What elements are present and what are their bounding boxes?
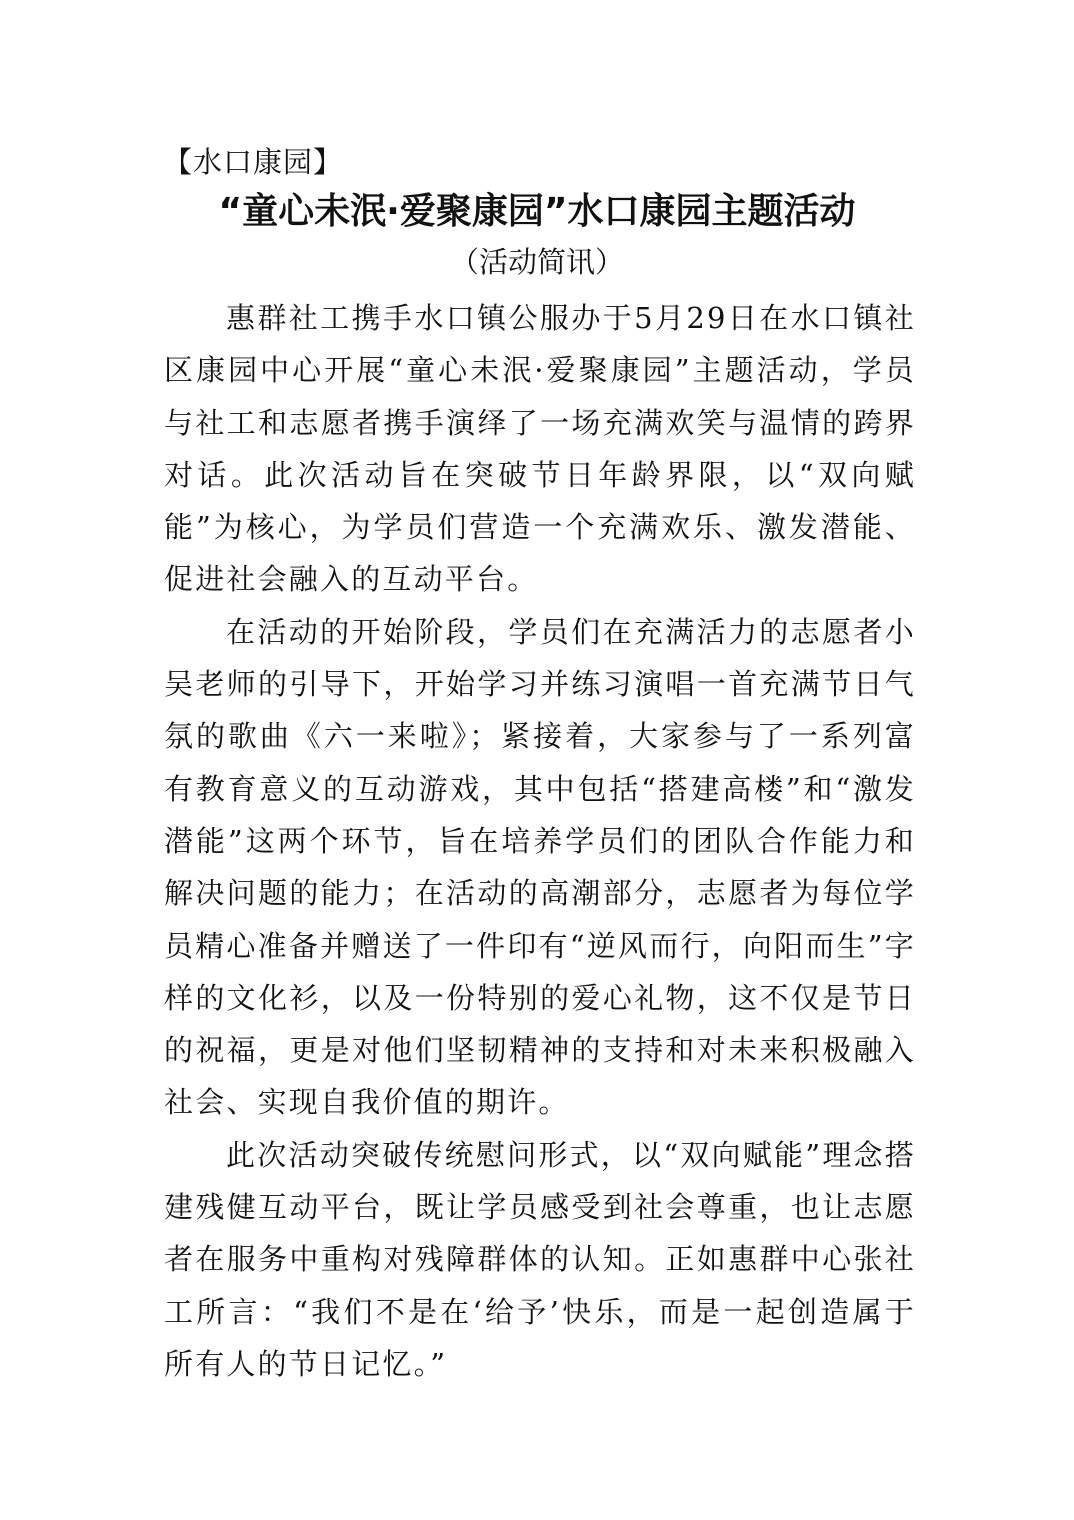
page-title: “童心未泯·爱聚康园”水口康园主题活动 [218,191,856,232]
page-subtitle: （活动简讯） [449,245,624,279]
article-body [164,292,916,1390]
paragraph-activities: 在活动的开始阶段，学员们在充满活力的志愿者小吴老师的引导下，开始学习并练习演唱一首充满节日气氛的歌曲《六一来啦》；紧接着，大家参与了一系列富有教育意义的互动游戏，其中包括“搭建高楼”和“激发潜能”这两个环节，旨在培养学员们的团队合作能力和解决问题的能力；在活动的高潮部分，志愿者为每位学员精心准备并赠送了一件印有“逆风而行，向阳而生”字样的文化衫，以及一份特别的爱心礼物，这不仅是节日的祝福，更是对他们坚韧精神的支持和对未来积极融入社会、实现自我价值的期许。 [164,614,916,1120]
section-tag: 【水口康园】 [163,145,344,179]
paragraph-conclusion: 此次活动突破传统慰问形式，以“双向赋能”理念搭建残健互动平台，既让学员感受到社会尊重，也让志愿者在服务中重构对残障群体的认知。正如惠群中心张社工所言：“我们不是在‘给予’快乐，而是一起创造属于所有人的节日记忆。” [164,1137,916,1381]
paragraph-intro: 惠群社工携手水口镇公服办于5月29日在水口镇社区康园中心开展“童心未泯·爱聚康园”主题活动，学员与社工和志愿者携手演绎了一场充满欢笑与温情的跨界对话。此次活动旨在突破节日年龄界限，以“双向赋能”为核心，为学员们营造一个充满欢乐、激发潜能、促进社会融入的互动平台。 [164,301,916,597]
